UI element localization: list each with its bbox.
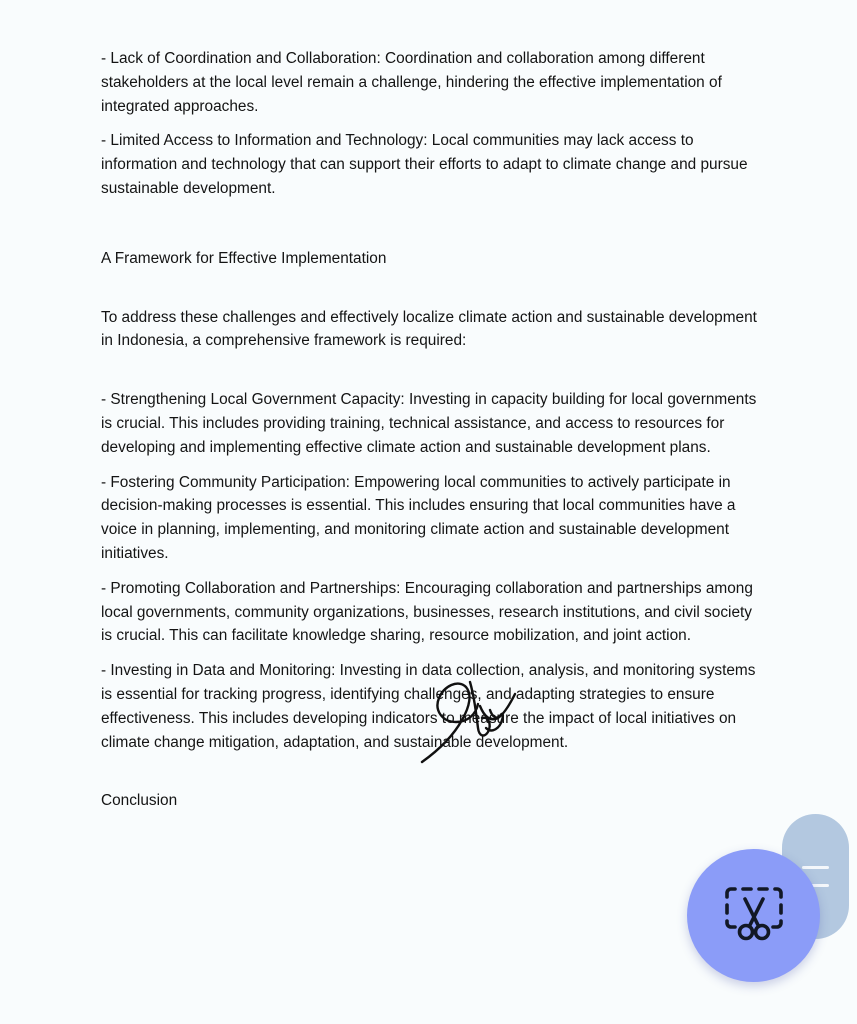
list-item-government-capacity: - Strengthening Local Government Capacity: Investing in capacity building for local governments is crucial. This includes providing training, technical assistance, and access to resources for developing and implementing effective climate action and sustainable development plans. — [101, 391, 757, 456]
conclusion-heading: Conclusion — [101, 792, 178, 810]
screenshot-scissors-icon — [723, 885, 785, 947]
signature-drawing[interactable] — [418, 676, 520, 766]
drag-handle-icon — [802, 866, 829, 869]
paragraph-information-access: - Limited Access to Information and Technology: Local communities may lack access to information and technology that can support their efforts to adapt to climate change and pursue sustainable development. — [101, 132, 748, 197]
list-item-community-participation: - Fostering Community Participation: Empowering local communities to actively participate in decision-making processes is essential. This includes ensuring that local communities have a voice in planning, implementing, and monitoring climate action and sustainable development initiatives. — [101, 473, 736, 562]
section-heading: A Framework for Effective Implementation — [101, 249, 387, 267]
list-item-data-monitoring: - Investing in Data and Monitoring: Investing in data collection, analysis, and monitoring systems is essential for tracking progress, identifying challenges, and adapting strategies to ensure effectiveness. This includes developing indicators to measure the impact of local initiatives on climate change mitigation, adaptation, and sustainable development. — [101, 662, 756, 751]
list-item-collaboration: - Promoting Collaboration and Partnerships: Encouraging collaboration and partnerships among local governments, community organizations, businesses, research institutions, and civil society is crucial. This can facilitate knowledge sharing, resource mobilization, and joint action. — [101, 579, 753, 645]
screenshot-capture-button[interactable] — [687, 849, 820, 982]
paragraph-intro: To address these challenges and effectively localize climate action and sustainable development in Indonesia, a comprehensive framework is required: — [101, 308, 757, 350]
paragraph-coordination: - Lack of Coordination and Collaboration: Coordination and collaboration among different stakeholders at the local level remain a challenge, hindering the effective implementation of integrated approaches. — [101, 50, 722, 115]
